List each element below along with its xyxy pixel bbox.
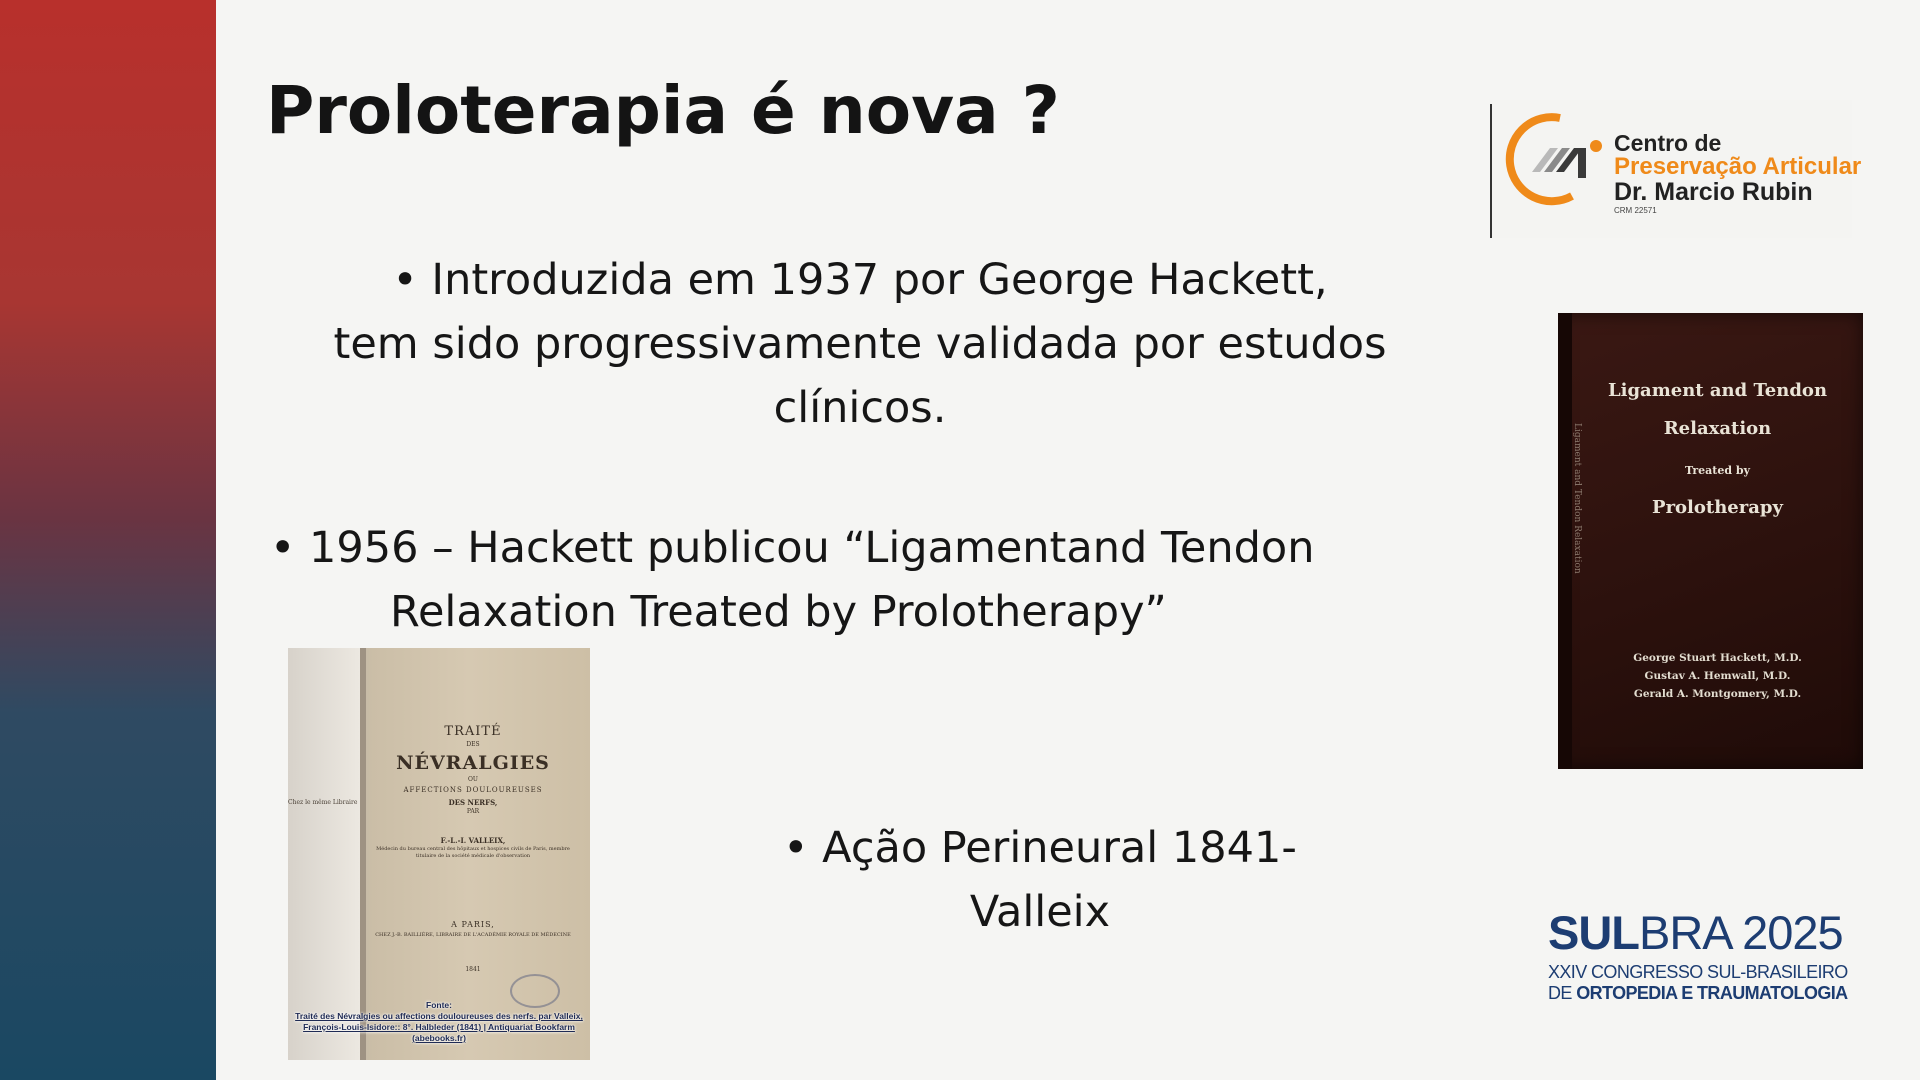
logo-divider bbox=[1490, 104, 1492, 238]
clinic-logo bbox=[1490, 100, 1862, 238]
book-title-line-2: Relaxation bbox=[1663, 418, 1772, 439]
logo-line-1: Centro de bbox=[1614, 130, 1722, 156]
book-traite: TRAITÉ bbox=[444, 724, 502, 739]
bullet-line: clínicos. bbox=[773, 383, 947, 433]
logo-crm: CRM 22571 bbox=[1614, 206, 1657, 215]
book-des-nerfs: DES NERFS, bbox=[448, 798, 498, 807]
book-title-line-3: Prolotherapy bbox=[1652, 497, 1783, 518]
book-left-page bbox=[288, 648, 360, 1060]
bullet-valleix-1841 bbox=[740, 816, 1340, 944]
book-a-paris: A PARIS, bbox=[451, 920, 495, 929]
sulbra-title-bold: SUL bbox=[1548, 906, 1639, 959]
sulbra-title bbox=[1548, 906, 1888, 960]
image-source-caption bbox=[290, 1000, 588, 1044]
logo-line-3: Dr. Marcio Rubin bbox=[1614, 178, 1813, 206]
book-author-desc: Médecin du bureau central des hôpitaux et hospices civils de Paris, membre titulaire de la société médicale d'observation bbox=[376, 846, 570, 859]
bullet-line: • 1956 – Hackett publicou “Ligamentand Tendon bbox=[270, 523, 1315, 573]
book-affections: AFFECTIONS DOULOUREUSES bbox=[403, 786, 543, 794]
sulbra-subtitle-2-prefix: DE bbox=[1548, 983, 1577, 1003]
book-title-line-1: Ligament and Tendon bbox=[1607, 380, 1828, 401]
book-author: Gerald A. Montgomery, M.D. bbox=[1633, 688, 1802, 700]
book-author: Gustav A. Hemwall, M.D. bbox=[1644, 670, 1791, 682]
sulbra-subtitle-2-bold: ORTOPEDIA E TRAUMATOLOGIA bbox=[1576, 983, 1848, 1003]
caption-source-label: Fonte: bbox=[426, 1000, 452, 1010]
bullet-line: tem sido progressivamente validada por estudos bbox=[333, 319, 1387, 369]
book-spine bbox=[1558, 313, 1572, 769]
bullet-line: Relaxation Treated by Prolotherapy” bbox=[390, 587, 1167, 637]
left-page-text: Chez le même Libraire bbox=[288, 799, 358, 806]
sulbra-title-rest: BRA 2025 bbox=[1639, 906, 1843, 959]
logo-line-2: Preservação Articular bbox=[1614, 153, 1862, 180]
bullet-hackett-1956 bbox=[270, 516, 1370, 644]
book-des: DES bbox=[466, 741, 480, 748]
caption-source-link[interactable]: Traité des Névralgies ou affections douloureuses des nerfs. par Valleix, François-Louis-Isidore:: 8°. Halbleder (1841) | Antiquariat Bookfarm (abebooks.fr) bbox=[295, 1011, 583, 1043]
book-authors bbox=[1572, 649, 1863, 703]
book-publisher: CHEZ J.-B. BAILLIÈRE, LIBRAIRE DE L'ACADÉMIE ROYALE DE MÉDECINE bbox=[375, 932, 571, 938]
decorative-side-band bbox=[0, 0, 216, 1080]
book-author: F.-L.-I. VALLEIX, bbox=[440, 836, 506, 845]
book-ou: OU bbox=[468, 776, 478, 783]
book-par: PAR bbox=[466, 808, 480, 815]
slide-title: Proloterapia é nova ? bbox=[266, 72, 1060, 149]
logo-mark-icon bbox=[1502, 110, 1610, 210]
prolotherapy-book-cover bbox=[1558, 313, 1863, 769]
valleix-book-photo bbox=[288, 648, 590, 1060]
book-author: George Stuart Hackett, M.D. bbox=[1633, 652, 1802, 664]
bullet-hackett-1937 bbox=[320, 248, 1400, 440]
book-subtitle: Treated by bbox=[1685, 464, 1750, 477]
bullet-line: • Introduzida em 1937 por George Hackett, bbox=[392, 255, 1328, 305]
book-year: 1841 bbox=[465, 966, 481, 973]
sulbra-subtitle-2 bbox=[1548, 983, 1888, 1004]
book-spine-text: Ligament and Tendon Relaxation bbox=[1572, 423, 1582, 574]
book-nevralgies: NÉVRALGIES bbox=[396, 752, 550, 774]
sulbra-subtitle-1: XXIV CONGRESSO SUL-BRASILEIRO bbox=[1548, 962, 1848, 982]
bullet-line: Valleix bbox=[969, 887, 1111, 937]
book-gutter bbox=[360, 648, 366, 1060]
sulbra-logo bbox=[1548, 906, 1888, 1004]
bullet-line: • Ação Perineural 1841- bbox=[783, 823, 1297, 873]
